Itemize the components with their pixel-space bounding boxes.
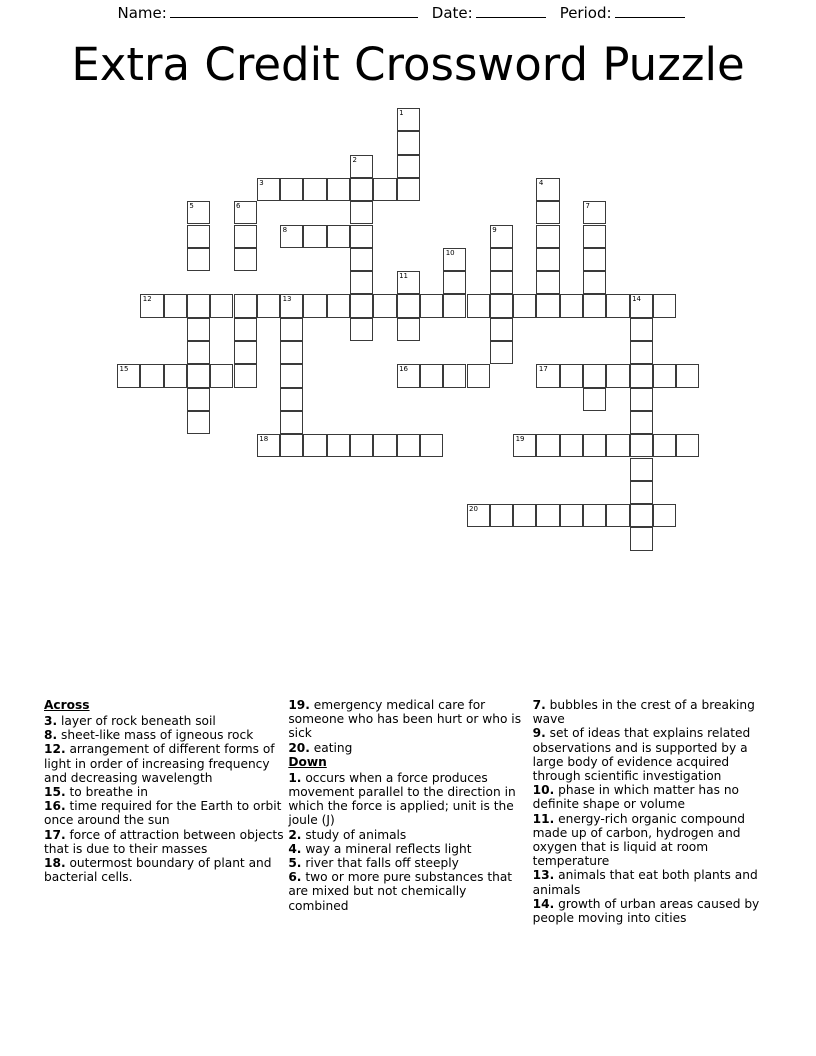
crossword-cell[interactable] (373, 434, 396, 457)
crossword-cell[interactable] (373, 178, 396, 201)
clue-item (533, 726, 772, 783)
clue-number: 4. (288, 841, 302, 856)
cell-number: 4 (538, 178, 544, 187)
crossword-cell[interactable] (350, 294, 373, 317)
clue-text: river that falls off steeply (301, 856, 459, 871)
crossword-cell[interactable] (513, 504, 536, 527)
crossword-cell[interactable] (140, 364, 163, 387)
crossword-cell[interactable] (513, 434, 536, 457)
name-label: Name: (117, 4, 167, 22)
clue-column-2 (288, 698, 532, 913)
clue-text: two or more pure substances that are mixed but not chemically combined (288, 870, 513, 913)
crossword-cell[interactable] (630, 527, 653, 550)
clue-number: 17. (44, 827, 66, 842)
crossword-cell[interactable] (187, 411, 210, 434)
crossword-cell[interactable] (583, 434, 606, 457)
clue-text: force of attraction between objects that is due to their masses (44, 827, 284, 856)
clue-text: arrangement of different forms of light in order of increasing frequency and decreasing wavelength (44, 742, 275, 785)
clue-item (288, 771, 528, 828)
crossword-cell[interactable] (560, 364, 583, 387)
clue-item (533, 698, 772, 726)
crossword-cell[interactable] (350, 201, 373, 224)
cell-number: 16 (399, 365, 409, 374)
crossword-cell[interactable] (490, 504, 513, 527)
clue-item (44, 785, 284, 799)
down-heading: Down (288, 754, 327, 769)
crossword-cell[interactable] (653, 294, 676, 317)
crossword-cell[interactable] (443, 271, 466, 294)
clue-number: 20. (288, 740, 310, 755)
crossword-cell[interactable] (420, 434, 443, 457)
crossword-cell[interactable] (280, 388, 303, 411)
crossword-cell[interactable] (117, 364, 140, 387)
crossword-cell[interactable] (187, 248, 210, 271)
clue-number: 18. (44, 856, 66, 871)
crossword-cell[interactable] (536, 225, 559, 248)
cell-number: 1 (399, 109, 404, 117)
clue-text: set of ideas that explains related observations and is supported by a large body of evidence acquired through scientific investigation (532, 726, 751, 784)
crossword-cell[interactable] (606, 294, 629, 317)
crossword-cell[interactable] (653, 504, 676, 527)
crossword-cell[interactable] (234, 225, 257, 248)
clue-number: 10. (532, 783, 555, 798)
crossword-cell[interactable] (443, 364, 466, 387)
crossword-cell[interactable] (630, 458, 653, 481)
crossword-cell[interactable] (630, 411, 653, 434)
crossword-cell[interactable] (490, 248, 513, 271)
clue-number: 5. (288, 856, 302, 871)
cell-number: 6 (236, 202, 241, 211)
clue-item (533, 897, 772, 925)
crossword-cell[interactable] (303, 225, 326, 248)
crossword-cell[interactable] (397, 108, 420, 131)
clue-item (44, 742, 284, 785)
clue-number: 8. (44, 728, 58, 743)
clue-item (44, 714, 284, 728)
across-heading: Across (44, 698, 90, 712)
crossword-cell[interactable] (257, 178, 280, 201)
clue-text: growth of urban areas caused by people moving into cities (532, 896, 760, 926)
clue-text: animals that eat both plants and animals (532, 868, 758, 897)
crossword-cell[interactable] (350, 434, 373, 457)
crossword-cell[interactable] (280, 411, 303, 434)
clue-number: 15. (44, 785, 66, 800)
crossword-cell[interactable] (467, 504, 490, 527)
cell-number: 2 (352, 155, 357, 164)
clue-number: 14. (532, 896, 555, 911)
crossword-cell[interactable] (420, 364, 443, 387)
clue-text: time required for the Earth to orbit once around the sun (44, 799, 282, 828)
crossword-cell[interactable] (630, 481, 653, 504)
crossword-cell[interactable] (630, 504, 653, 527)
cell-number: 17 (538, 365, 548, 374)
clue-number: 13. (532, 868, 555, 883)
crossword-cell[interactable] (676, 364, 699, 387)
crossword-cell[interactable] (583, 201, 606, 224)
clue-number: 11. (532, 811, 555, 826)
clue-text: eating (309, 740, 353, 755)
crossword-cell[interactable] (397, 155, 420, 178)
clue-number: 2. (288, 827, 302, 842)
clue-item (288, 698, 528, 741)
crossword-cell[interactable] (187, 225, 210, 248)
crossword-cell[interactable] (443, 294, 466, 317)
cell-number: 10 (445, 248, 455, 257)
crossword-cell[interactable] (583, 388, 606, 411)
crossword-cell[interactable] (536, 434, 559, 457)
clue-item (288, 870, 528, 913)
crossword-cell[interactable] (234, 318, 257, 341)
clue-item (288, 741, 528, 755)
crossword-cell[interactable] (653, 434, 676, 457)
cell-number: 12 (142, 295, 152, 304)
crossword-cell[interactable] (257, 294, 280, 317)
crossword-cell[interactable] (210, 364, 233, 387)
clue-item (44, 828, 284, 856)
clues-area (44, 698, 772, 968)
clue-item (44, 728, 284, 742)
cell-number: 14 (632, 295, 642, 304)
crossword-cell[interactable] (397, 364, 420, 387)
cell-number: 8 (282, 225, 288, 234)
clue-text: to breathe in (65, 785, 149, 800)
crossword-cell[interactable] (583, 271, 606, 294)
crossword-cell[interactable] (234, 248, 257, 271)
crossword-cell[interactable] (606, 504, 629, 527)
crossword-cell[interactable] (164, 364, 187, 387)
clue-number: 6. (288, 870, 302, 885)
clue-item (288, 828, 528, 842)
crossword-cell[interactable] (280, 318, 303, 341)
crossword-cell[interactable] (327, 294, 350, 317)
crossword-cell[interactable] (164, 294, 187, 317)
crossword-cell[interactable] (187, 201, 210, 224)
crossword-cell[interactable] (303, 434, 326, 457)
crossword-cell[interactable] (653, 364, 676, 387)
crossword-cell[interactable] (583, 225, 606, 248)
crossword-cell[interactable] (560, 434, 583, 457)
crossword-cell[interactable] (490, 225, 513, 248)
crossword-cell[interactable] (536, 364, 559, 387)
crossword-cell[interactable] (397, 178, 420, 201)
crossword-cell[interactable] (397, 271, 420, 294)
clue-number: 3. (44, 714, 58, 728)
crossword-cell[interactable] (234, 294, 257, 317)
crossword-cell[interactable] (350, 318, 373, 341)
crossword-cell[interactable] (350, 271, 373, 294)
cell-number: 7 (585, 202, 590, 211)
crossword-cell[interactable] (630, 294, 653, 317)
clue-text: energy-rich organic compound made up of carbon, hydrogen and oxygen that is liquid at room temperature (532, 811, 746, 869)
crossword-cell[interactable] (257, 434, 280, 457)
crossword-cell[interactable] (606, 364, 629, 387)
crossword-cell[interactable] (420, 294, 443, 317)
crossword-cell[interactable] (187, 364, 210, 387)
cell-number: 13 (282, 295, 292, 304)
crossword-cell[interactable] (560, 294, 583, 317)
crossword-cell[interactable] (583, 248, 606, 271)
clue-text: study of animals (301, 827, 407, 842)
crossword-cell[interactable] (560, 504, 583, 527)
crossword-cell[interactable] (630, 364, 653, 387)
crossword-cell[interactable] (443, 248, 466, 271)
clue-number: 19. (288, 698, 310, 712)
crossword-cell[interactable] (303, 178, 326, 201)
crossword-cell[interactable] (630, 434, 653, 457)
clue-number: 16. (44, 799, 66, 814)
cell-number: 5 (189, 202, 194, 211)
crossword-cell[interactable] (373, 294, 396, 317)
crossword-cell[interactable] (234, 364, 257, 387)
crossword-cell[interactable] (327, 434, 350, 457)
crossword-cell[interactable] (397, 131, 420, 154)
period-label: Period: (559, 4, 612, 22)
crossword-cell[interactable] (280, 341, 303, 364)
clue-number: 12. (44, 742, 66, 757)
date-label: Date: (431, 4, 473, 22)
crossword-cell[interactable] (350, 178, 373, 201)
crossword-cell[interactable] (327, 225, 350, 248)
clue-text: bubbles in the crest of a breaking wave (532, 698, 755, 727)
crossword-cell[interactable] (583, 294, 606, 317)
crossword-cell[interactable] (397, 294, 420, 317)
crossword-cell[interactable] (536, 248, 559, 271)
clue-text: way a mineral reflects light (301, 841, 472, 856)
clue-number: 1. (288, 770, 302, 785)
crossword-cell[interactable] (187, 341, 210, 364)
clue-number: 7. (532, 698, 546, 712)
crossword-cell[interactable] (187, 318, 210, 341)
crossword-cell[interactable] (536, 294, 559, 317)
clue-item (288, 842, 528, 856)
cell-number: 3 (259, 178, 264, 187)
crossword-cell[interactable] (536, 178, 559, 201)
crossword-cell[interactable] (280, 225, 303, 248)
clue-item (533, 868, 772, 896)
crossword-cell[interactable] (467, 364, 490, 387)
crossword-cell[interactable] (280, 364, 303, 387)
cell-number: 11 (399, 272, 409, 281)
clue-item (288, 856, 528, 870)
crossword-cell[interactable] (490, 271, 513, 294)
crossword-cell[interactable] (490, 294, 513, 317)
clue-item (44, 799, 284, 827)
crossword-cell[interactable] (490, 318, 513, 341)
cell-number: 15 (119, 365, 129, 374)
crossword-cell[interactable] (630, 318, 653, 341)
clue-text: phase in which matter has no definite shape or volume (532, 783, 740, 812)
cell-number: 9 (492, 225, 497, 234)
crossword-cell[interactable] (280, 178, 303, 201)
crossword-cell[interactable] (280, 294, 303, 317)
crossword-cell[interactable] (513, 294, 536, 317)
crossword-cell[interactable] (583, 504, 606, 527)
cell-number: 18 (259, 435, 269, 444)
crossword-cell[interactable] (397, 434, 420, 457)
crossword-cell[interactable] (350, 155, 373, 178)
clue-column-3 (533, 698, 772, 925)
crossword-cell[interactable] (350, 248, 373, 271)
clue-item (533, 783, 772, 811)
crossword-cell[interactable] (350, 225, 373, 248)
crossword-cell[interactable] (303, 294, 326, 317)
clue-text: outermost boundary of plant and bacterial cells. (44, 856, 272, 885)
crossword-cell[interactable] (606, 434, 629, 457)
crossword-cell[interactable] (234, 201, 257, 224)
crossword-cell[interactable] (280, 434, 303, 457)
crossword-cell[interactable] (630, 341, 653, 364)
crossword-cell[interactable] (210, 294, 233, 317)
page-title: Extra Credit Crossword Puzzle (71, 38, 745, 91)
crossword-cell[interactable] (187, 294, 210, 317)
clue-number: 9. (532, 726, 546, 741)
crossword-cell[interactable] (630, 388, 653, 411)
crossword-cell[interactable] (140, 294, 163, 317)
crossword-cell[interactable] (187, 388, 210, 411)
clue-text: sheet-like mass of igneous rock (57, 728, 254, 743)
clue-text: layer of rock beneath soil (57, 714, 216, 728)
crossword-cell[interactable] (583, 364, 606, 387)
crossword-cell[interactable] (536, 201, 559, 224)
cell-number: 20 (469, 505, 478, 514)
crossword-cell[interactable] (327, 178, 350, 201)
clue-item (44, 856, 284, 884)
crossword-cell[interactable] (536, 271, 559, 294)
crossword-cell[interactable] (536, 504, 559, 527)
crossword-cell[interactable] (490, 341, 513, 364)
clue-column-1 (44, 698, 288, 884)
cell-number: 19 (515, 435, 525, 444)
crossword-cell[interactable] (234, 341, 257, 364)
crossword-cell[interactable] (397, 318, 420, 341)
clue-text: emergency medical care for someone who has been hurt or who is sick (288, 698, 522, 741)
clue-text: occurs when a force produces movement parallel to the direction in which the force is applied; unit is the joule (J) (288, 770, 516, 828)
crossword-cell[interactable] (676, 434, 699, 457)
crossword-cell[interactable] (467, 294, 490, 317)
clue-item (533, 812, 772, 869)
